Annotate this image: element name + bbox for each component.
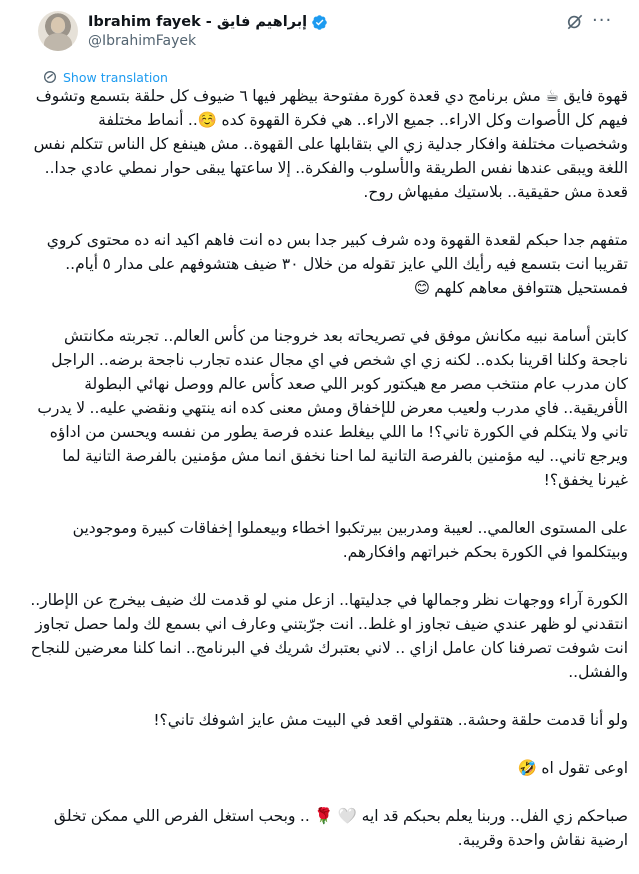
avatar[interactable] [38,11,78,51]
tweet-paragraph-4: على المستوى العالمي.. لعيبة ومدربين بيرتكبوا اخطاء وبيعملوا إخفاقات كبيرة وموجودين وبيتكلموا في الكورة بحكم خبراتهم وافكارهم. [72,519,628,561]
more-icon[interactable]: ··· [592,10,613,31]
grok-icon[interactable] [565,12,585,32]
author-handle[interactable]: @IbrahimFayek [88,33,197,49]
translate-icon [42,69,58,85]
tweet-paragraph-2: متفهم جدا حبكم لقعدة القهوة وده شرف كبير جدا بس ده انت فاهم اكيد انه ده محتوى كروي تقريبا انت بتسمع فيه رأيك اللي عايز تقوله من خلال ٣٠ ضيف هتشوفهم على مدار ٥ أيام.. فمستحيل هتتوافق معاهم كلهم 😊 [46,231,628,297]
tweet-paragraph-7: اوعى تقول اه 🤣 [517,759,628,777]
tweet-paragraph-3: كابتن أسامة نبيه مكانش موفق في تصريحاته بعد خروجنا من كأس العالم.. تجربته مكانتش ناجحة وكلنا اقرينا بكده.. لكنه زي اي شخص في اي مجال عنده تجارب ناجحة برضه.. الراجل كان مدرب عام منتخب مصر مع هيكتور كوبر اللي صعد كأس عالم ووصل نهائي البطولة الأفريقية.. فاي مدرب ولعيب معرض للإخفاق ومش معنى كده انه ينتهي ونقضي عليه.. لا يدرب تاني ولا يتكلم في الكورة تاني؟! ما اللي بيغلط عنده فرصة يطور من نفسه ويحسن من اداؤه ويرجع تاني.. ليه مؤمنين بالفرصة التانية لما احنا نخفق انما مش مؤمنين بالفرصة التانية لما غيرنا يخفق؟! [37,327,628,489]
tweet-paragraph-6: ولو أنا قدمت حلقة وحشة.. هتقولي اقعد في البيت مش عايز اشوفك تاني؟! [153,711,628,729]
author-name-row[interactable] [88,12,328,32]
avatar-face [51,17,65,33]
tweet-paragraph-1: قهوة فايق ☕ مش برنامج دي قعدة كورة مفتوحة بيظهر فيها ٦ ضيوف كل حلقة بتسمع وتشوف فيهم كل الأصوات وكل الاراء.. جميع الاراء.. هي فكرة القهوة كده ☺️.. أنماط مختلفة وشخصيات مختلفة وافكار جدلية زي الي بتقابلها على القهوة.. مش هينفع كل الناس تتكلم نفس اللغة ويبقى عندها نفس الطريقة والأسلوب والفكرة.. إلا ساعتها يبقى حوار نمطي عادي جدا.. قعدة مش حقيقية.. بلاستيك مفيهاش روح. [33,87,628,201]
tweet-paragraph-5: الكورة آراء ووجهات نظر وجمالها في جدليتها.. ازعل مني لو قدمت لك ضيف بيخرج عن الإطار.. انتقدني لو ظهر عندي ضيف تجاوز او غلط.. انت جرّبتني وعارف اني بسمع لك ولما حصل تجاوز انت شوفت تصرفنا كان عامل ازاي .. لاني بعتبرك شريك في البرنامج.. انما كلنا معرضين للنجاح والفشل.. [30,591,628,681]
tweet-header [0,0,639,64]
author-display-name[interactable]: Ibrahim fayek - إبراهيم فايق [88,14,308,30]
tweet-paragraph-8: صباحكم زي الفل.. وربنا يعلم بحبكم قد ايه 🤍 🌹 .. وبحب استغل الفرص اللي ممكن تخلق ارضية نقاش واحدة وقريبة. [53,807,628,849]
tweet-text [30,84,628,852]
show-translation-label[interactable]: Show translation [63,69,168,85]
avatar-body [44,33,72,51]
verified-badge-icon [311,14,328,31]
